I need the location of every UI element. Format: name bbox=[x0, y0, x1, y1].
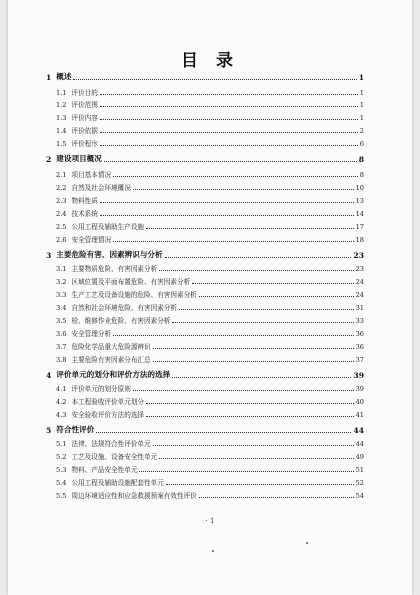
toc-entry-page: 37 bbox=[355, 356, 364, 364]
toc-leader-dots bbox=[133, 188, 354, 190]
toc-entry-page: 13 bbox=[355, 197, 364, 205]
toc-entry-page: 2 bbox=[359, 127, 364, 135]
toc-entry-title: 工艺及设施、设备安全性单元 bbox=[71, 453, 158, 461]
toc-entry-page: 44 bbox=[355, 440, 364, 448]
toc-leader-dots bbox=[146, 402, 354, 404]
toc-section-entry bbox=[56, 381, 364, 393]
toc-leader-dots bbox=[100, 93, 358, 95]
toc-section-entry bbox=[56, 85, 364, 97]
toc-section-entry bbox=[56, 300, 364, 312]
toc-entry-title: 自然和社会环境危险、有害因素分析 bbox=[71, 304, 177, 312]
toc-section-entry bbox=[56, 180, 364, 192]
toc-entry-number: 3.2 bbox=[56, 278, 67, 286]
toc-section-entry bbox=[56, 274, 364, 286]
toc-section-entry bbox=[56, 488, 364, 500]
toc-entry-title: 概述 bbox=[56, 72, 72, 81]
toc-entry-page: 31 bbox=[355, 304, 364, 312]
toc-entry-page: 23 bbox=[355, 265, 364, 273]
toc-entry-number: 3.5 bbox=[56, 317, 67, 325]
toc-leader-dots bbox=[146, 227, 354, 229]
toc-entry-title: 周边环境适应性和应急救援预案有效性评价 bbox=[71, 492, 197, 500]
toc-entry-page: 8 bbox=[359, 171, 364, 179]
toc-entry-page: 10 bbox=[355, 184, 364, 192]
toc-entry-title: 主要物质危险、有害因素分析 bbox=[71, 265, 158, 273]
toc-entry-title: 物料性质 bbox=[71, 197, 98, 205]
toc-section-entry bbox=[56, 352, 364, 364]
toc-leader-dots bbox=[100, 144, 358, 146]
toc-entry-title: 公用工程及辅助设施配套性单元 bbox=[71, 479, 164, 487]
toc-entry-page: 1 bbox=[359, 114, 364, 122]
toc-section-entry bbox=[56, 326, 364, 338]
toc-leader-dots bbox=[73, 78, 356, 80]
toc-entry-page: 24 bbox=[355, 291, 364, 299]
toc-entry-number: 5.1 bbox=[56, 440, 67, 448]
toc-entry-page: 52 bbox=[355, 479, 364, 487]
toc-entry-number: 3.8 bbox=[56, 356, 67, 364]
toc-entry-title: 安全管理情况 bbox=[71, 236, 112, 244]
toc-entry-number: 2.1 bbox=[56, 171, 67, 179]
toc-entry-title: 检、维修作业危险、有害因素分析 bbox=[71, 317, 171, 325]
toc-entry-title: 安全验收评价方法的选择 bbox=[71, 411, 145, 419]
toc-entry-number: 4.2 bbox=[56, 398, 67, 406]
toc-section-entry bbox=[56, 136, 364, 148]
toc-chapter-entry bbox=[46, 368, 364, 380]
toc-leader-dots bbox=[100, 105, 358, 107]
toc-entry-number: 3 bbox=[46, 251, 52, 260]
toc-section-entry bbox=[56, 97, 364, 109]
toc-entry-title: 项目基本情况 bbox=[71, 171, 112, 179]
toc-leader-dots bbox=[192, 282, 353, 284]
toc-leader-dots bbox=[113, 334, 354, 336]
toc-entry-title: 评价单元的划分原则 bbox=[71, 385, 131, 393]
toc-section-entry bbox=[56, 232, 364, 244]
toc-chapter-entry bbox=[46, 248, 364, 260]
toc-entry-number: 1.2 bbox=[56, 101, 67, 109]
toc-entry-number: 1.1 bbox=[56, 89, 67, 97]
toc-entry-title: 安全管理分析 bbox=[71, 330, 112, 338]
toc-section-entry bbox=[56, 407, 364, 419]
toc-leader-dots bbox=[153, 360, 354, 362]
toc-entry-number: 5.4 bbox=[56, 479, 67, 487]
toc-leader-dots bbox=[100, 201, 354, 203]
toc-entry-page: 36 bbox=[355, 330, 364, 338]
toc-leader-dots bbox=[172, 376, 351, 378]
toc-entry-number: 5.3 bbox=[56, 466, 67, 474]
toc-leader-dots bbox=[133, 389, 354, 391]
toc-entry-number: 1.4 bbox=[56, 127, 67, 135]
toc-leader-dots bbox=[166, 483, 354, 485]
toc-entry-page: 8 bbox=[358, 155, 364, 164]
toc-entry-title: 自然及社会环境概况 bbox=[71, 184, 131, 192]
toc-entry-page: 18 bbox=[355, 236, 364, 244]
toc-leader-dots bbox=[104, 160, 357, 162]
toc-leader-dots bbox=[100, 214, 354, 216]
toc-section-entry bbox=[56, 167, 364, 179]
document-page bbox=[8, 0, 412, 595]
scan-speck bbox=[212, 550, 214, 552]
toc-entry-number: 2.4 bbox=[56, 210, 67, 218]
scan-speck bbox=[306, 542, 308, 544]
toc-leader-dots bbox=[113, 240, 354, 242]
toc-entry-page: 36 bbox=[355, 343, 364, 351]
toc-entry-title: 评价范围 bbox=[71, 101, 98, 109]
toc-entry-number: 5.2 bbox=[56, 453, 67, 461]
toc-entry-title: 公用工程及辅助生产设施 bbox=[71, 223, 145, 231]
toc-entry-number: 4.1 bbox=[56, 385, 67, 393]
toc-leader-dots bbox=[165, 256, 352, 258]
toc-entry-number: 2 bbox=[46, 155, 52, 164]
toc-section-entry bbox=[56, 193, 364, 205]
toc-entry-number: 4.3 bbox=[56, 411, 67, 419]
toc-entry-page: 1 bbox=[359, 101, 364, 109]
toc-entry-page: 1 bbox=[358, 73, 364, 82]
toc-entry-page: 51 bbox=[355, 466, 364, 474]
toc-section-entry bbox=[56, 436, 364, 448]
toc-entry-number: 2.2 bbox=[56, 184, 67, 192]
page-footer: · 1 bbox=[205, 517, 215, 525]
toc-entry-title: 评价目的 bbox=[71, 89, 98, 97]
toc-section-entry bbox=[56, 110, 364, 122]
toc-entry-page: 44 bbox=[353, 426, 364, 435]
toc-leader-dots bbox=[153, 444, 354, 446]
toc-leader-dots bbox=[146, 415, 354, 417]
toc-entry-page: 33 bbox=[355, 317, 364, 325]
toc-entry-title: 符合性评价 bbox=[56, 425, 95, 434]
toc-entry-page: 40 bbox=[355, 398, 364, 406]
toc-entry-number: 5.5 bbox=[56, 492, 67, 500]
toc-entry-number: 3.6 bbox=[56, 330, 67, 338]
toc-section-entry bbox=[56, 339, 364, 351]
page-title: 目 录 bbox=[181, 51, 239, 71]
toc-entry-number: 3.1 bbox=[56, 265, 67, 273]
toc-leader-dots bbox=[153, 347, 354, 349]
toc-entry-title: 技术系统 bbox=[71, 210, 98, 218]
toc-section-entry bbox=[56, 475, 364, 487]
toc-entry-number: 4 bbox=[46, 371, 52, 380]
toc-entry-title: 建设项目概况 bbox=[56, 154, 102, 163]
toc-chapter-entry bbox=[46, 423, 364, 435]
toc-leader-dots bbox=[172, 321, 353, 323]
toc-section-entry bbox=[56, 261, 364, 273]
toc-entry-page: 39 bbox=[355, 385, 364, 393]
toc-entry-number: 3.4 bbox=[56, 304, 67, 312]
toc-entry-title: 主要危险有害因素分布汇总 bbox=[71, 356, 151, 364]
toc-entry-number: 1.5 bbox=[56, 140, 67, 148]
toc-entry-number: 2.6 bbox=[56, 236, 67, 244]
toc-entry-page: 41 bbox=[355, 411, 364, 419]
toc-leader-dots bbox=[100, 118, 358, 120]
toc-leader-dots bbox=[139, 470, 353, 472]
toc-entry-number: 1.3 bbox=[56, 114, 67, 122]
toc-entry-page: 24 bbox=[355, 278, 364, 286]
toc-entry-page: 49 bbox=[355, 453, 364, 461]
toc-section-entry bbox=[56, 123, 364, 135]
toc-entry-page: 17 bbox=[355, 223, 364, 231]
toc-leader-dots bbox=[159, 269, 353, 271]
toc-section-entry bbox=[56, 394, 364, 406]
toc-entry-page: 1 bbox=[359, 89, 364, 97]
toc-section-entry bbox=[56, 449, 364, 461]
toc-entry-title: 主要危险有害、因素辨识与分析 bbox=[56, 250, 163, 259]
toc-entry-title: 生产工艺及设备设施的危险、有害因素分析 bbox=[71, 291, 197, 299]
toc-leader-dots bbox=[199, 295, 354, 297]
toc-entry-page: 39 bbox=[353, 371, 364, 380]
toc-leader-dots bbox=[96, 431, 351, 433]
toc-entry-page: 14 bbox=[355, 210, 364, 218]
toc-section-entry bbox=[56, 287, 364, 299]
toc-entry-title: 危险化学品重大危险源辨识 bbox=[71, 343, 151, 351]
toc-entry-number: 2.3 bbox=[56, 197, 67, 205]
toc-entry-title: 法律、法规符合性评价单元 bbox=[71, 440, 151, 448]
toc-entry-number: 5 bbox=[46, 426, 52, 435]
toc-entry-title: 评价单元的划分和评价方法的选择 bbox=[56, 370, 171, 379]
toc-leader-dots bbox=[100, 131, 358, 133]
toc-entry-title: 评价内容 bbox=[71, 114, 98, 122]
toc-entry-page: 23 bbox=[353, 251, 364, 260]
toc-entry-title: 评价依据 bbox=[71, 127, 98, 135]
toc-leader-dots bbox=[159, 457, 353, 459]
toc-entry-number: 3.3 bbox=[56, 291, 67, 299]
toc-entry-title: 区域位置及平面布置危险、有害因素分析 bbox=[71, 278, 191, 286]
toc-section-entry bbox=[56, 313, 364, 325]
toc-section-entry bbox=[56, 462, 364, 474]
toc-leader-dots bbox=[179, 308, 354, 310]
toc-entry-number: 2.5 bbox=[56, 223, 67, 231]
toc-section-entry bbox=[56, 219, 364, 231]
toc-entry-title: 本工程验收评价单元划分 bbox=[71, 398, 145, 406]
toc-chapter-entry bbox=[46, 70, 364, 82]
toc-chapter-entry bbox=[46, 152, 364, 164]
toc-entry-page: 54 bbox=[355, 492, 364, 500]
toc-section-entry bbox=[56, 206, 364, 218]
toc-entry-title: 评价程序 bbox=[71, 140, 98, 148]
toc-leader-dots bbox=[199, 496, 354, 498]
toc-entry-title: 物料、产品安全性单元 bbox=[71, 466, 138, 474]
toc-entry-page: 6 bbox=[359, 140, 364, 148]
toc-leader-dots bbox=[113, 175, 358, 177]
toc-entry-number: 3.7 bbox=[56, 343, 67, 351]
toc-entry-number: 1 bbox=[46, 73, 52, 82]
